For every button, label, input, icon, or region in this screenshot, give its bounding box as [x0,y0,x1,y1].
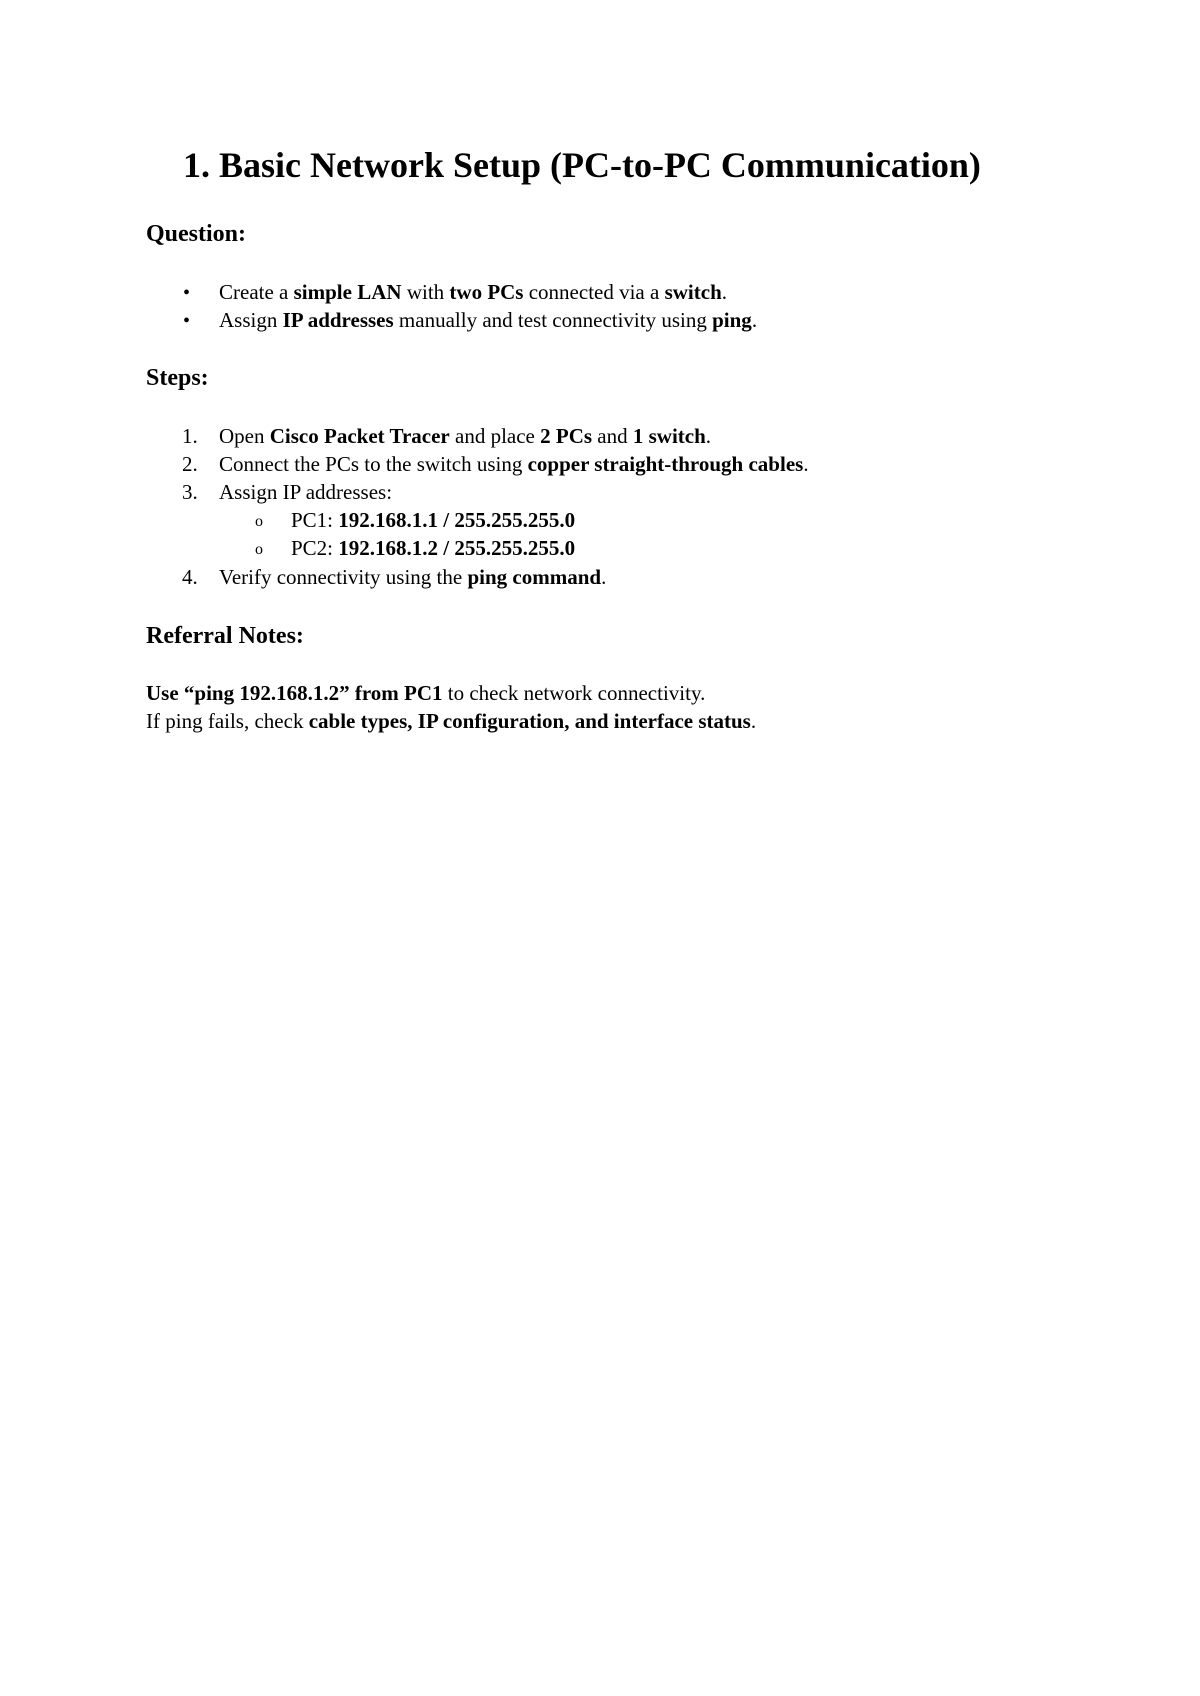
bullet-marker: • [183,310,191,332]
question-item-2: Assign IP addresses manually and test connectivity using ping. [219,308,758,332]
referral-notes-heading: Referral Notes: [146,623,304,649]
step-number: 2. [182,452,198,476]
question-item-1: Create a simple LAN with two PCs connected via a switch. [219,280,727,304]
step-item-1: Open Cisco Packet Tracer and place 2 PCs and 1 switch. [219,424,712,448]
notes-line-2: If ping fails, check cable types, IP configuration, and interface status. [146,709,757,733]
sub-bullet-marker: o [255,513,263,530]
step-subitem-pc2: PC2: 192.168.1.2 / 255.255.255.0 [291,536,576,560]
notes-line-1: Use “ping 192.168.1.2” from PC1 to check network connectivity. [146,681,706,705]
step-number: 4. [182,565,198,589]
question-heading: Question: [146,221,247,247]
step-item-4: Verify connectivity using the ping command. [219,565,607,589]
step-item-2: Connect the PCs to the switch using copper straight-through cables. [219,452,809,476]
step-subitem-pc1: PC1: 192.168.1.1 / 255.255.255.0 [291,508,576,532]
step-number: 3. [182,480,198,504]
steps-heading: Steps: [146,365,209,391]
sub-bullet-marker: o [255,541,263,558]
step-number: 1. [182,424,198,448]
document-title: 1. Basic Network Setup (PC-to-PC Communication) [183,145,981,185]
step-item-3: Assign IP addresses: [219,480,393,504]
bullet-marker: • [183,282,191,304]
